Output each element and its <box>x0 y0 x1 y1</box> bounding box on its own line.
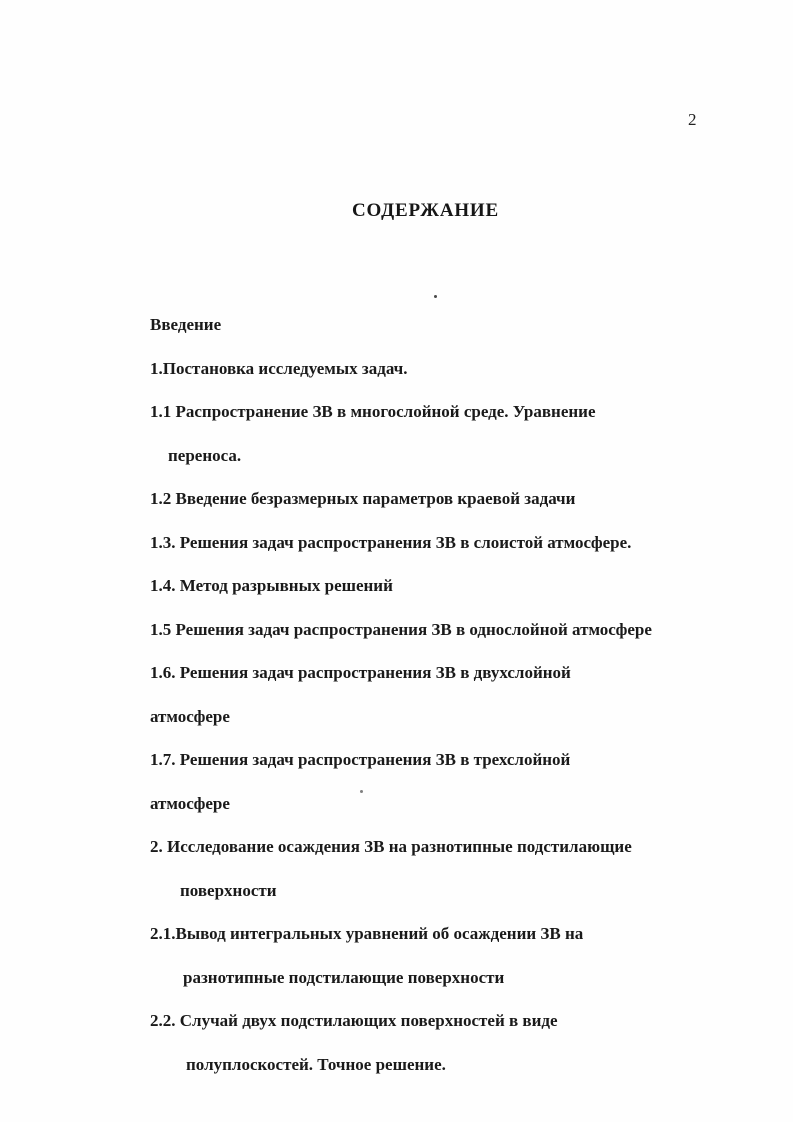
toc-line: 1.2 Введение безразмерных параметров краевой задачи <box>150 489 576 508</box>
toc-line: 1.Постановка исследуемых задач. <box>150 358 408 378</box>
toc-line: 1.7. Решения задач распространения ЗВ в трехслойной <box>150 750 571 769</box>
toc-line: разнотипные подстилающие поверхности <box>183 967 505 987</box>
toc-line: 2.1.Вывод интегральных уравнений об осаждении ЗВ на <box>150 924 584 943</box>
toc-line: переноса. <box>168 445 242 465</box>
toc-line: 1.1 Распространение ЗВ в многослойной среде. Уравнение <box>150 402 596 421</box>
table-of-contents <box>150 303 710 1086</box>
page-number: 2 <box>688 110 697 129</box>
toc-line: 1.6. Решения задач распространения ЗВ в двухслойной <box>150 663 571 682</box>
toc-line: поверхности <box>180 880 277 900</box>
toc-line: 1.4. Метод разрывных решений <box>150 576 393 595</box>
scan-speck <box>434 295 437 298</box>
toc-line: 2. Исследование осаждения ЗВ на разнотипные подстилающие <box>150 837 632 856</box>
toc-line: 2.2. Случай двух подстилающих поверхностей в виде <box>150 1011 558 1030</box>
toc-line: атмосфере <box>150 706 230 726</box>
toc-line: полуплоскостей. Точное решение. <box>186 1054 446 1074</box>
toc-line: атмосфере <box>150 793 230 813</box>
toc-line: Введение <box>150 315 222 334</box>
toc-line: 1.5 Решения задач распространения ЗВ в однослойной атмосфере <box>150 619 652 639</box>
toc-line: 1.3. Решения задач распространения ЗВ в слоистой атмосфере. <box>150 532 632 552</box>
page-title: СОДЕРЖАНИЕ <box>352 200 499 221</box>
